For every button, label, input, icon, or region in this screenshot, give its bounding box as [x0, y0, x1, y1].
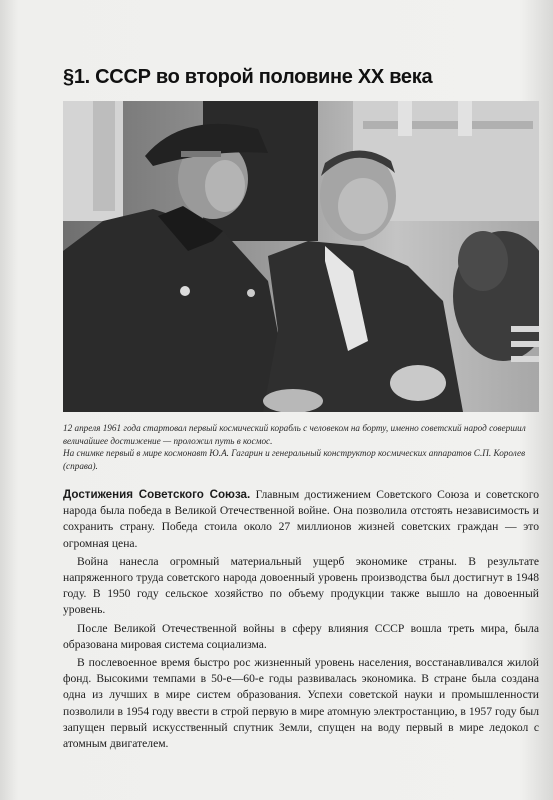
photo-image	[63, 101, 539, 412]
paragraph-1-text: Главным достижением Советского Союза и советского народа была победа в Великой Отечественной войне. Она позволила отстоять независимость и сохранить страну. Победа стоила около 27 миллионов жизней советских граждан — это огромная цена.	[63, 488, 539, 550]
paragraph-4: В послевоенное время быстро рос жизненный уровень населения, восстанавливался жилой фонд. Высокими темпами в 50-е—60-е годы развивалась экономика. В стране была создана одна из лучших в мире систем образования. Успехи советской науки и промышленности позволили в 1954 году ввести в строй первую в мире атомную электростанцию, в 1957 году был запущен первый искусственный спутник Земли, спущен на воду первый в мире ледокол с атомным двигателем.	[63, 656, 539, 751]
section-heading: §1. СССР во второй половине XX века	[63, 66, 433, 88]
paragraph-2: Война нанесла огромный материальный ущерб экономике страны. В результате напряженного труда советского народа довоенный уровень производства был достигнут в 1948 году. В 1950 году сельское хозяйство по объему продукции также вышло на довоенный уровень.	[63, 554, 539, 617]
caption-line-2: На снимке первый в мире космонавт Ю.А. Гагарин и генеральный конструктор космических аппаратов С.П. Королев (справа).	[63, 448, 526, 471]
paragraph-1	[63, 487, 539, 552]
body-text	[63, 487, 539, 754]
lead-heading: Достижения Советского Союза.	[63, 488, 251, 501]
historical-photo	[63, 101, 539, 412]
photo-caption	[63, 422, 539, 472]
caption-line-1: 12 апреля 1961 года стартовал первый космический корабль с человеком на борту, именно советский народ совершил величайшее достижение — проложил путь в космос.	[63, 423, 526, 446]
paragraph-3: После Великой Отечественной войны в сферу влияния СССР вошла треть мира, была образована мировая система социализма.	[63, 621, 539, 651]
